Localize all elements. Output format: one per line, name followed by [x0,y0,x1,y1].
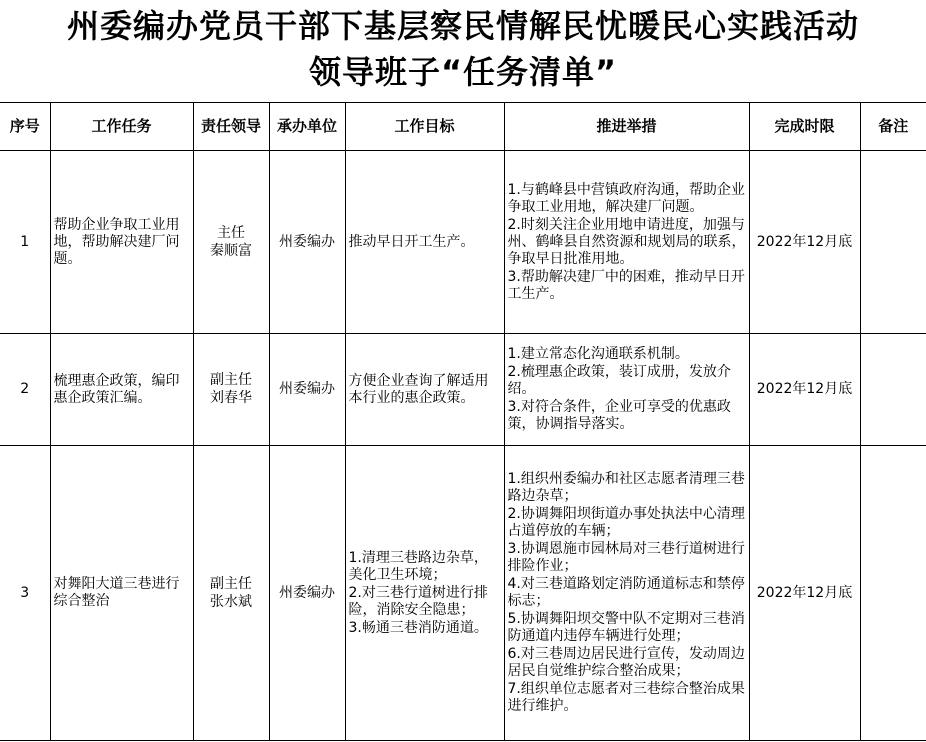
document-title-line2: 领导班子“任务清单” [308,53,618,91]
measure-item: 3.对符合条件，企业可享受的优惠政策，协调指导落实。 [507,399,731,432]
measure-item: 7.组织单位志愿者对三巷综合整治成果进行维护。 [507,681,745,714]
leader-name: 刘春华 [210,390,252,406]
task-list-table [0,102,926,741]
table-row [0,151,926,334]
leader-name: 张水斌 [210,593,252,610]
row-leader [193,334,269,446]
row-unit: 州委编办 [269,151,345,334]
measure-item: 4.对三巷道路划定消防通道标志和禁停标志； [507,576,745,609]
document-title-line1: 州委编办党员干部下基层察民情解民忧暖民心实践活动 [66,7,859,45]
leader-title: 副主任 [210,372,252,388]
goal-item: 2.对三巷行道树进行排险，消除安全隐患； [348,584,488,618]
leader-name: 秦顺富 [210,242,252,259]
row-unit: 州委编办 [269,446,345,741]
measure-item: 3.帮助解决建厂中的困难，推动早日开工生产。 [507,268,745,302]
header-leader: 责任领导 [193,103,269,151]
leader-title: 副主任 [210,575,252,592]
row-seq: 2 [0,334,50,446]
row-measures [504,446,749,741]
measure-item: 5.协调舞阳坝交警中队不定期对三巷消防通道内违停车辆进行处理； [507,611,745,644]
table-header-row [0,103,926,151]
header-goal: 工作目标 [345,103,504,151]
header-seq: 序号 [0,103,50,151]
row-task: 梳理惠企政策，编印惠企政策汇编。 [50,334,193,446]
header-remark: 备注 [860,103,926,151]
measure-item: 1.建立常态化沟通联系机制。 [507,346,689,362]
leader-title: 主任 [217,224,245,241]
row-goal: 推动早日开工生产。 [345,151,504,334]
row-remark [860,446,926,741]
row-unit: 州委编办 [269,334,345,446]
header-measures: 推进举措 [504,103,749,151]
row-measures [504,334,749,446]
row-remark [860,151,926,334]
measure-item: 2.梳理惠企政策，装订成册，发放介绍。 [507,364,731,397]
row-goal: 方便企业查询了解适用本行业的惠企政策。 [345,334,504,446]
row-task: 对舞阳大道三巷进行综合整治 [50,446,193,741]
measure-item: 2.时刻关注企业用地申请进度，加强与州、鹤峰县自然资源和规划局的联系，争取早日批准用地。 [507,216,746,267]
row-seq: 3 [0,446,50,741]
measure-item: 3.协调恩施市园林局对三巷行道树进行排险作业； [507,541,745,574]
measure-item: 1.组织州委编办和社区志愿者清理三巷路边杂草； [507,471,745,504]
measure-item: 2.协调舞阳坝街道办事处执法中心清理占道停放的车辆； [507,506,745,539]
row-remark [860,334,926,446]
goal-item: 3.畅通三巷消防通道。 [348,619,488,636]
row-task: 帮助企业争取工业用地，帮助解决建厂问题。 [50,151,193,334]
row-deadline: 2022年12月底 [749,151,860,334]
row-measures [504,151,749,334]
goal-item: 1.清理三巷路边杂草，美化卫生环境； [348,549,488,583]
row-leader [193,446,269,741]
table-row [0,446,926,741]
header-unit: 承办单位 [269,103,345,151]
header-deadline: 完成时限 [749,103,860,151]
row-seq: 1 [0,151,50,334]
header-task: 工作任务 [50,103,193,151]
measure-item: 6.对三巷周边居民进行宣传，发动周边居民自觉维护综合整治成果； [507,646,745,679]
table-row [0,334,926,446]
row-deadline: 2022年12月底 [749,334,860,446]
measure-item: 1.与鹤峰县中营镇政府沟通，帮助企业争取工业用地，解决建厂问题。 [507,181,745,215]
row-leader [193,151,269,334]
row-goal [345,446,504,741]
row-deadline: 2022年12月底 [749,446,860,741]
